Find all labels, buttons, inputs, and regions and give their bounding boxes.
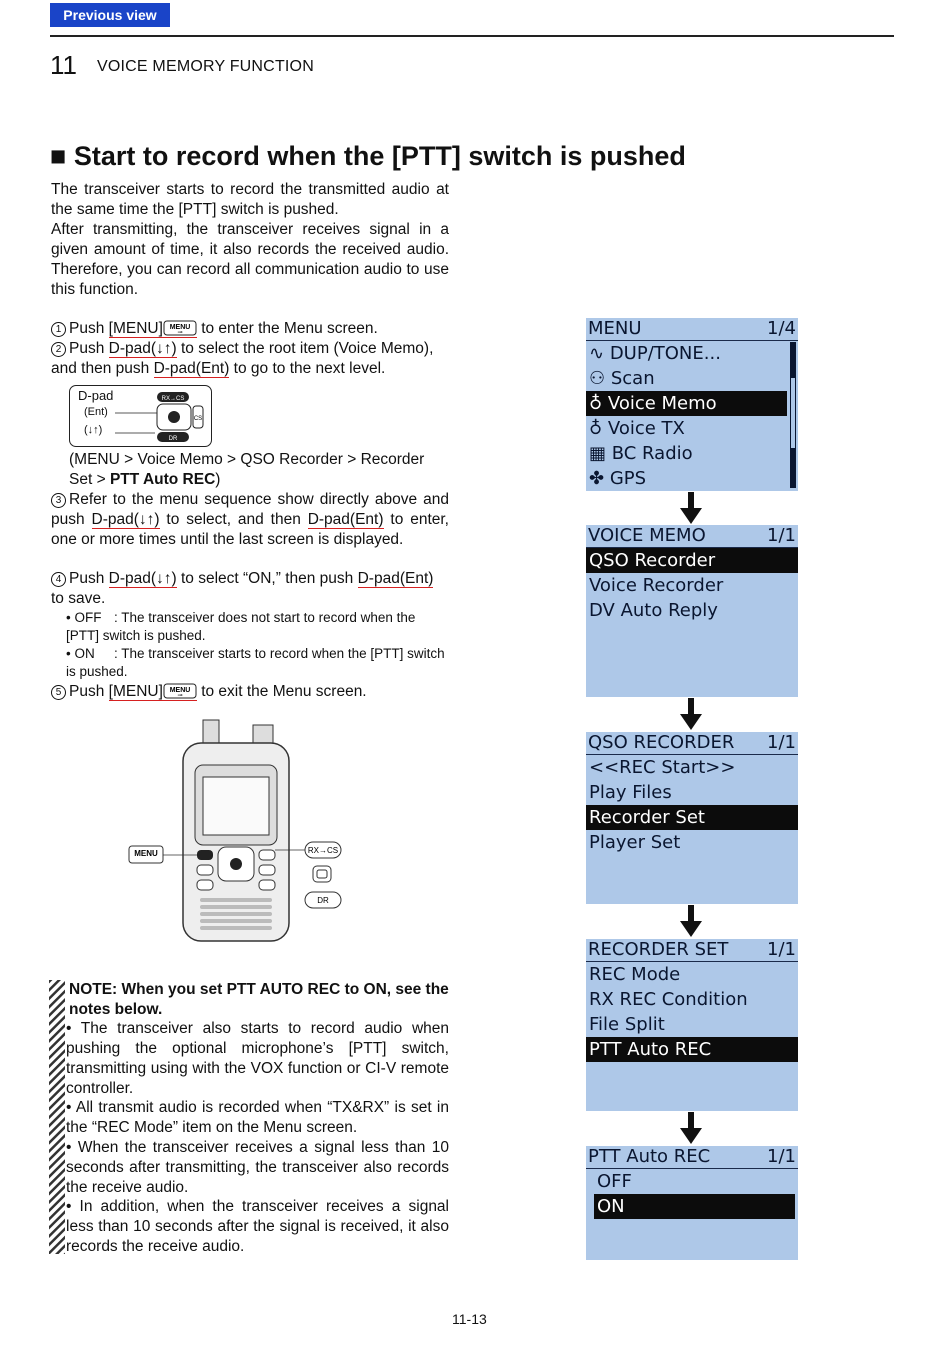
dpad-ent-key-ref: D-pad(Ent) xyxy=(307,511,384,528)
menu-item-dup-tone[interactable] xyxy=(586,341,787,366)
option-item-on[interactable]: ON xyxy=(594,1194,795,1219)
menu-item-ptt-auto-rec[interactable]: PTT Auto REC xyxy=(586,1037,798,1062)
radio-dr-key-label: DR xyxy=(317,896,329,905)
dpad-rxcs-label: RX→CS xyxy=(161,396,185,402)
screen-voice-memo xyxy=(586,525,798,697)
menu-path-text: ) xyxy=(215,471,221,488)
option-label: • OFF xyxy=(66,610,102,625)
screen-header xyxy=(586,525,798,548)
menu-item-label: Voice TX xyxy=(607,418,685,439)
step-1 xyxy=(51,319,449,339)
step-text: to select “ON,” then push xyxy=(176,570,358,587)
step-text: to enter the Menu screen. xyxy=(196,320,378,337)
microphone-icon: ♁ xyxy=(589,393,608,414)
wave-icon: ∿ xyxy=(589,343,610,364)
step-5 xyxy=(51,682,449,702)
menu-item-recorder-set[interactable]: Recorder Set xyxy=(586,805,798,830)
page-number: 11-13 xyxy=(452,1311,487,1327)
screen-title: VOICE MEMO xyxy=(588,525,706,546)
option-text: The transceiver does not start to record when the [PTT] switch is pushed. xyxy=(66,610,416,643)
step-text: Push xyxy=(69,340,109,357)
dpad-ent-label: (Ent) xyxy=(84,406,108,418)
microphone-tx-icon: ♁ xyxy=(589,418,608,439)
dpad-cs-label: CS xyxy=(193,416,203,422)
note-stripe xyxy=(49,980,65,1254)
header-rule xyxy=(50,35,894,37)
menu-item-voice-memo[interactable] xyxy=(586,391,787,416)
section-title-text: Start to record when the [PTT] switch is pushed xyxy=(73,141,686,171)
step-4 xyxy=(51,569,449,609)
dpad-diagram-title: D-pad xyxy=(78,388,114,403)
menu-item-file-split[interactable]: File Split xyxy=(589,1014,665,1035)
screen-qso-recorder xyxy=(586,732,798,904)
menu-item-gps[interactable] xyxy=(586,466,787,491)
menu-key-ref xyxy=(109,683,197,701)
menu-item-play-files[interactable]: Play Files xyxy=(589,782,672,803)
note-bullet-text: The transceiver also starts to record audio when pushing the optional microphone’s [PTT] switch, transmitting using with the VOX function or CI-V remote controller. xyxy=(66,1020,450,1097)
intro-text xyxy=(51,180,449,300)
menu-key-icon xyxy=(163,320,197,336)
option-label: • ON xyxy=(66,646,95,661)
dpad-ent-key-ref: D-pad(Ent) xyxy=(357,570,434,587)
note-label: NOTE: xyxy=(69,981,118,998)
note-heading xyxy=(69,980,449,1020)
chapter-title: VOICE MEMORY FUNCTION xyxy=(97,58,314,75)
step-text: to save. xyxy=(51,590,106,607)
menu-item-label: GPS xyxy=(609,468,647,489)
step-number: 2 xyxy=(51,342,66,357)
menu-item-bc-radio[interactable] xyxy=(586,441,787,466)
dpad-ent-key-ref: D-pad(Ent) xyxy=(153,360,230,377)
previous-view-button[interactable]: Previous view xyxy=(50,3,170,27)
step-text: to enter, one or more times until the last screen is displayed. xyxy=(51,511,449,548)
menu-item-rec-start[interactable]: <<REC Start>> xyxy=(589,757,736,778)
option-text: The transceiver starts to record when the [PTT] switch is pushed. xyxy=(66,646,445,679)
note-bullet: • All transmit audio is recorded when “TX&RX” is set in the “REC Mode” item on the Menu screen. xyxy=(66,1099,449,1136)
menu-item-player-set[interactable]: Player Set xyxy=(589,832,681,853)
step-text: Push xyxy=(69,320,109,337)
note-bullet-text: When the transceiver receives a signal less than 10 seconds after transmitting, the transceiver also records the receive audio. xyxy=(66,1139,450,1196)
screen-page: 1/4 xyxy=(767,318,796,339)
step-text: to select the root item (Voice Memo), and then push xyxy=(51,340,434,377)
dpad-dr-label: DR xyxy=(168,436,178,442)
menu-item-rx-rec-condition[interactable]: RX REC Condition xyxy=(589,989,748,1010)
menu-item-label: DUP/TONE... xyxy=(609,343,721,364)
screen-page: 1/1 xyxy=(767,732,796,753)
option-item-off[interactable]: OFF xyxy=(597,1171,632,1192)
menu-item-qso-recorder[interactable]: QSO Recorder xyxy=(586,548,798,573)
menu-key-ref xyxy=(109,320,197,338)
step-2 xyxy=(51,339,449,379)
screen-page: 1/1 xyxy=(767,939,796,960)
down-arrow-icon xyxy=(680,492,702,524)
menu-key-icon xyxy=(163,683,197,699)
step-3 xyxy=(51,490,449,550)
screen-menu xyxy=(586,318,798,491)
key-label: [MENU] xyxy=(108,683,163,700)
screen-title: MENU xyxy=(588,318,642,339)
step-text: Push xyxy=(69,570,109,587)
menu-item-label: Scan xyxy=(610,368,655,389)
screen-header xyxy=(586,318,798,341)
step-text: to exit the Menu screen. xyxy=(196,683,367,700)
note-bullet: • When the transceiver receives a signal less than 10 seconds after transmitting, the transceiver also records the receive audio. xyxy=(66,1139,450,1196)
menu-item-scan[interactable] xyxy=(586,366,787,391)
step-text: to select, and then xyxy=(159,511,308,528)
screen-header xyxy=(586,732,798,755)
down-arrow-icon xyxy=(680,905,702,937)
menu-item-voice-recorder[interactable]: Voice Recorder xyxy=(589,575,724,596)
screen-ptt-auto-rec xyxy=(586,1146,798,1260)
menu-item-dv-auto-reply[interactable]: DV Auto Reply xyxy=(589,600,718,621)
screen-page: 1/1 xyxy=(767,525,796,546)
screen-scrollbar[interactable] xyxy=(790,342,796,488)
dpad-key-ref: D-pad(↓↑) xyxy=(108,570,177,587)
intro-paragraph: After transmitting, the transceiver receives signal in a given amount of time, it also records the received audio. Therefore, you can record all communication audio to use this function. xyxy=(51,221,449,298)
screen-recorder-set xyxy=(586,939,798,1111)
menu-item-label: BC Radio xyxy=(611,443,693,464)
menu-path-text: (MENU > Voice Memo > QSO Recorder > Recorder Set > xyxy=(69,451,425,488)
screen-title: RECORDER SET xyxy=(588,939,729,960)
radio-menu-key-label: MENU xyxy=(134,849,158,858)
radio-illustration xyxy=(125,715,350,947)
dpad-key-ref: D-pad(↓↑) xyxy=(108,340,177,357)
intro-paragraph: The transceiver starts to record the transmitted audio at the same time the [PTT] switch is pushed. xyxy=(51,181,449,218)
note-bullet: • The transceiver also starts to record audio when pushing the optional microphone’s [PTT] switch, transmitting using with the VOX function or CI-V remote controller. xyxy=(66,1020,450,1097)
note-bullet-text: All transmit audio is recorded when “TX&RX” is set in the “REC Mode” item on the Menu screen. xyxy=(66,1099,449,1136)
menu-key-icon-label: MENU xyxy=(169,324,191,331)
step-number: 1 xyxy=(51,322,66,337)
menu-item-voice-tx[interactable] xyxy=(586,416,787,441)
option-off: • OFF : The transceiver does not start to record when the [PTT] switch is pushed. xyxy=(66,610,416,643)
down-arrow-icon xyxy=(680,1112,702,1144)
screen-title: PTT Auto REC xyxy=(588,1146,711,1167)
menu-path xyxy=(51,450,449,490)
satellite-icon: ✤ xyxy=(589,468,610,489)
dpad-graphic xyxy=(115,388,207,444)
step-number: 3 xyxy=(51,493,66,508)
dpad-diagram xyxy=(69,385,212,447)
svg-text:⊸: ⊸ xyxy=(177,329,183,336)
step-number: 4 xyxy=(51,572,66,587)
step-text: to go to the next level. xyxy=(229,360,386,377)
radio-rxcs-key-label: RX→CS xyxy=(307,846,339,855)
note-bullet-text: In addition, when the transceiver receives a signal less than 10 seconds after the signal is received, it also records the receive audio. xyxy=(66,1198,449,1255)
section-square-icon: ■ xyxy=(50,141,67,171)
step-number: 5 xyxy=(51,685,66,700)
screen-header xyxy=(586,1146,798,1169)
menu-path-target: PTT Auto REC xyxy=(109,471,216,488)
screen-page: 1/1 xyxy=(767,1146,796,1167)
radio-icon: ▦ xyxy=(589,443,612,464)
note-bullet: • In addition, when the transceiver receives a signal less than 10 seconds after the signal is received, it also records the receive audio. xyxy=(66,1198,449,1255)
chapter-number: 11 xyxy=(50,50,77,80)
step-text: Push xyxy=(69,683,109,700)
key-label: [MENU] xyxy=(108,320,163,337)
note-heading-text: When you set PTT AUTO REC to ON, see the notes below. xyxy=(69,981,449,1018)
screen-title: QSO RECORDER xyxy=(588,732,735,753)
binoculars-icon: ⚇ xyxy=(589,368,611,389)
menu-item-rec-mode[interactable]: REC Mode xyxy=(589,964,681,985)
dpad-key-ref: D-pad(↓↑) xyxy=(91,511,160,528)
dpad-updown-label: (↓↑) xyxy=(84,424,103,436)
menu-key-icon-label: MENU xyxy=(169,687,191,694)
menu-item-label: Voice Memo xyxy=(607,393,717,414)
screen-header xyxy=(586,939,798,962)
option-on: • ON : The transceiver starts to record when the [PTT] switch is pushed. xyxy=(66,646,445,679)
svg-text:⊸: ⊸ xyxy=(177,692,183,699)
step-text: Refer to the menu sequence show directly above and push xyxy=(51,491,449,528)
section-title xyxy=(50,141,686,172)
down-arrow-icon xyxy=(680,698,702,730)
